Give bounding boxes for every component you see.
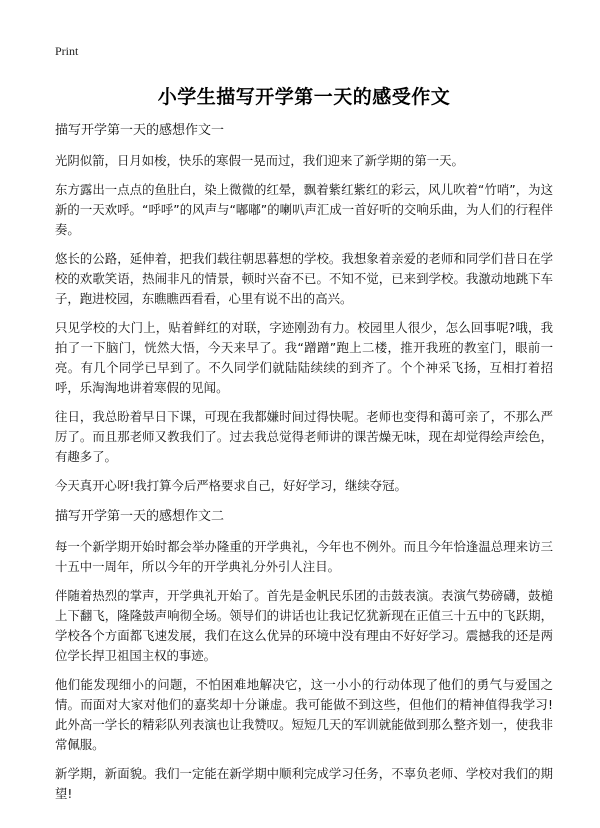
paragraph: 每一个新学期开始时都会举办隆重的开学典礼，今年也不例外。而且今年恰逢温总理来访三十五中一周年，所以今年的开学典礼分外引人注目。 (55, 539, 553, 574)
section-heading: 描写开学第一天的感想作文二 (55, 509, 225, 524)
paragraph: 往日，我总盼着早日下课，可现在我都嫌时间过得快呢。老师也变得和蔼可亲了，不那么严厉了。而且那老师又教我们了。过去我总觉得老师讲的课苦燥无味，现在却觉得绘声绘色，有趣多了。 (55, 409, 553, 464)
print-link[interactable]: Print (55, 44, 79, 58)
paragraph: 东方露出一点点的鱼肚白，染上微微的红晕，飘着紫红紫红的彩云，风儿吹着“竹哨”，为这新的一天欢呼。“呼呼”的风声与“嘟嘟”的喇叭声汇成一首好听的交响乐曲，为人们的行程伴奏。 (55, 182, 553, 237)
paragraph: 悠长的公路，延伸着，把我们载往朝思暮想的学校。我想象着亲爱的老师和同学们昔日在学校的欢歌笑语，热闹非凡的情景，顿时兴奋不已。不知不觉，已来到学校。我激动地跳下车子，跑进校园，东瞧瞧西看看，心里有说不出的高兴。 (55, 251, 553, 306)
paragraph: 今天真开心呀!我打算今后严格要求自己，好好学习，继续夺冠。 (55, 478, 407, 493)
essay-section-1 (55, 120, 553, 496)
essay-section-2 (55, 506, 553, 804)
section-heading: 描写开学第一天的感想作文一 (55, 123, 225, 138)
paragraph: 伴随着热烈的掌声，开学典礼开始了。首先是金帆民乐团的击鼓表演。表演气势磅礴，鼓槌上下翻飞，隆隆鼓声响彻全场。领导们的讲话也让我记忆犹新现在正值三十五中的飞跃期，学校各个方面都飞速发展，我们在这么优异的环境中没有理由不好好学习。震撼我的还是两位学长捍卫祖国主权的事迹。 (55, 588, 553, 663)
page-title: 小学生描写开学第一天的感受作文 (157, 86, 451, 108)
paragraph: 只见学校的大门上，贴着鲜红的对联，字迹刚劲有力。校园里人很少，怎么回事呢?哦，我拍了一下脑门，恍然大悟，今天来早了。我“蹭蹭”跑上二楼，推开我班的教室门，眼前一亮。有几个同学已早到了。不久同学们就陆陆续续的到齐了。个个神采飞扬，互相打着招呼，乐淘淘地讲着寒假的见闻。 (55, 320, 553, 395)
paragraph: 光阴似箭，日月如梭，快乐的寒假一晃而过，我们迎来了新学期的第一天。 (55, 153, 464, 168)
paragraph: 他们能发现细小的问题，不怕困难地解决它，这一小小的行动体现了他们的勇气与爱国之情。而面对大家对他们的嘉奖却十分谦虚。我可能做不到这些，但他们的精神值得我学习!此外高一学长的精彩队列表演也让我赞叹。短短几天的军训就能做到那么整齐划一，使我非常佩服。 (55, 677, 553, 752)
paragraph: 新学期，新面貌。我们一定能在新学期中顺利完成学习任务，不辜负老师、学校对我们的期望! (55, 766, 553, 801)
